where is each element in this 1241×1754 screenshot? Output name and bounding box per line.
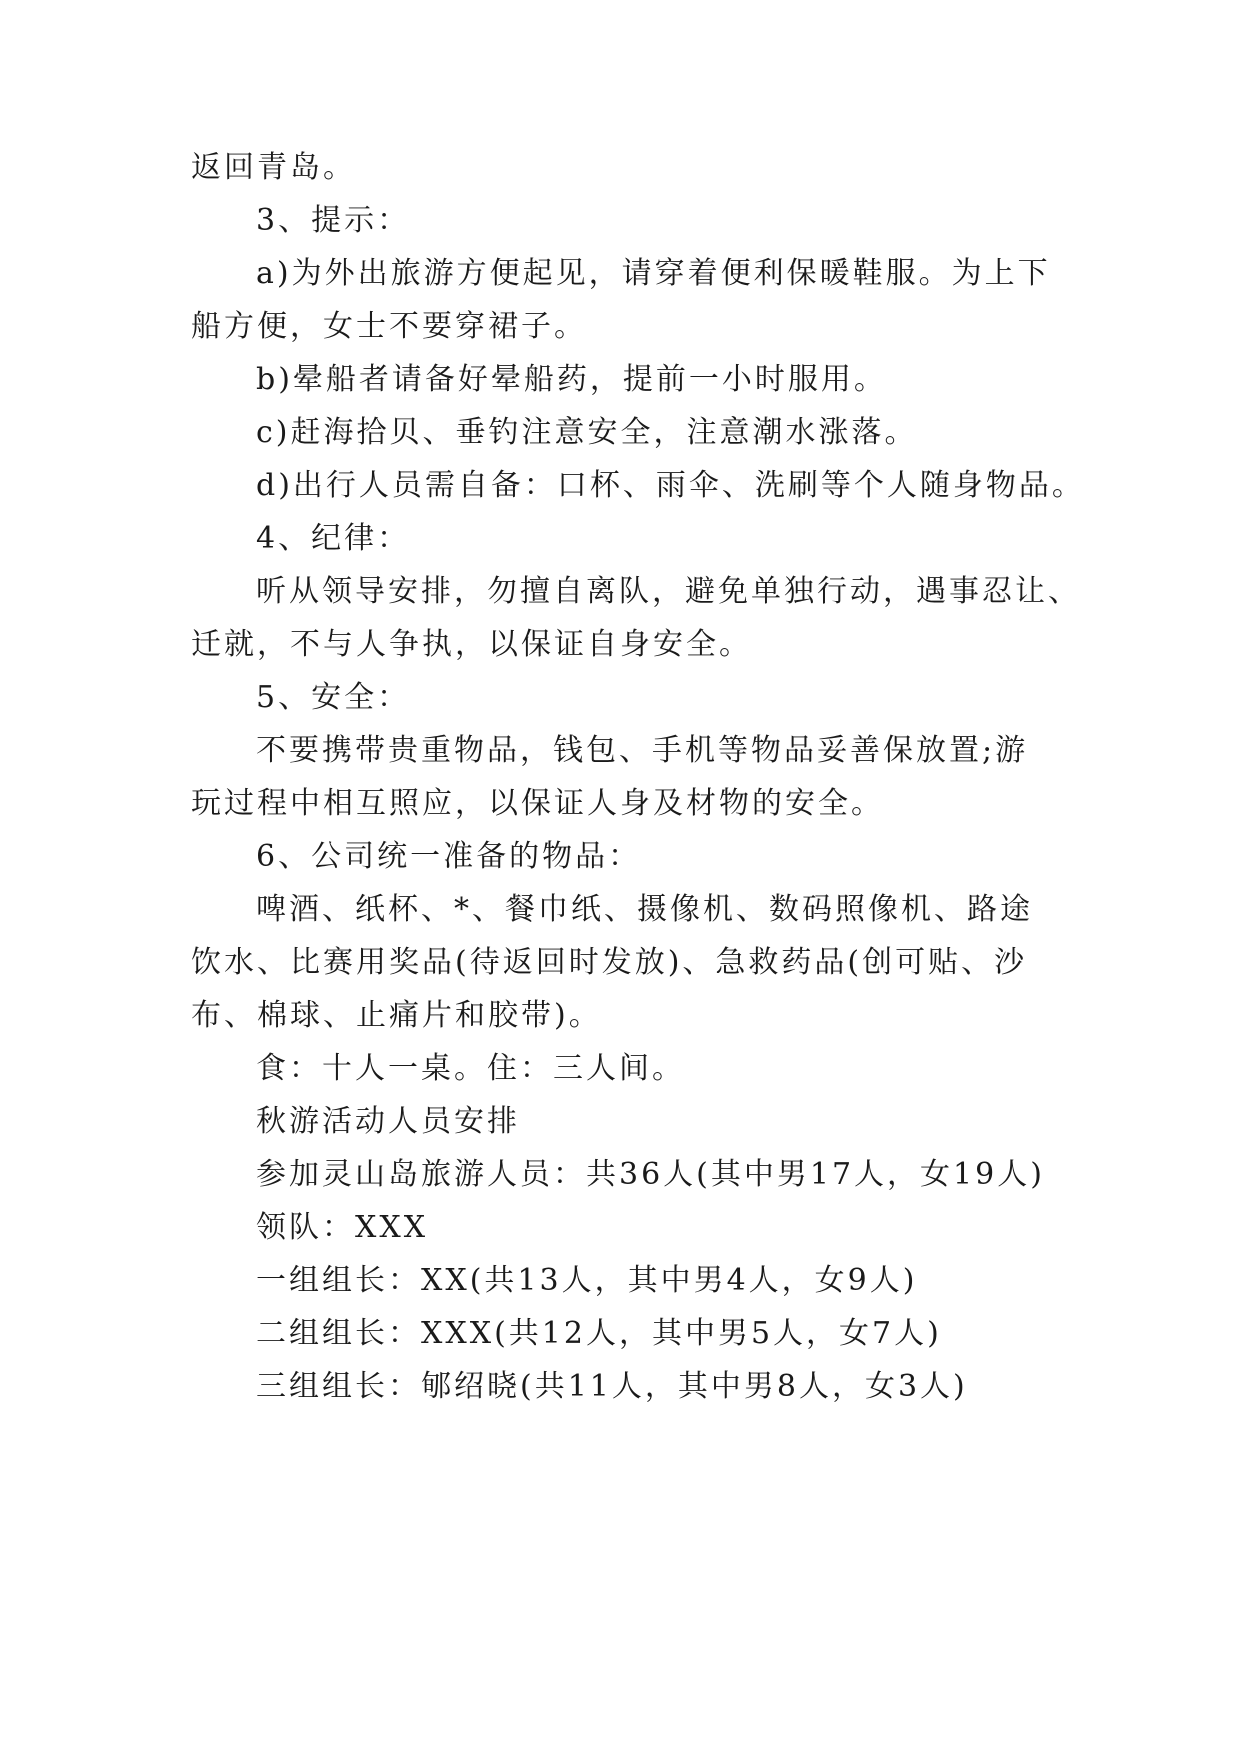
text-line: 布、棉球、止痛片和胶带)。 xyxy=(191,998,602,1033)
text-line: 领队：XXX xyxy=(256,1210,429,1245)
text-line: a)为外出旅游方便起见，请穿着便利保暖鞋服。为上下 xyxy=(256,256,1051,291)
text-line: 一组组长：XX(共13人，其中男4人，女9人) xyxy=(256,1263,918,1298)
text-line: 啤酒、纸杯、*、餐巾纸、摄像机、数码照像机、路途 xyxy=(256,892,1033,927)
text-line: 不要携带贵重物品，钱包、手机等物品妥善保放置;游 xyxy=(256,733,1029,768)
text-line: 迁就，不与人争执，以保证自身安全。 xyxy=(191,627,752,662)
text-line: b)晕船者请备好晕船药，提前一小时服用。 xyxy=(256,362,887,397)
text-line: 船方便，女士不要穿裙子。 xyxy=(191,309,587,344)
section-heading-tips: 3、提示： xyxy=(256,203,411,238)
text-line: 参加灵山岛旅游人员：共36人(其中男17人，女19人) xyxy=(256,1157,1045,1192)
text-line: c)赶海拾贝、垂钓注意安全，注意潮水涨落。 xyxy=(256,415,918,450)
section-heading-supplies: 6、公司统一准备的物品： xyxy=(256,839,642,874)
text-line: 二组组长：XXX(共12人，其中男5人，女7人) xyxy=(256,1316,942,1351)
section-heading-discipline: 4、纪律： xyxy=(256,521,411,556)
section-heading-safety: 5、安全： xyxy=(256,680,411,715)
text-line: 饮水、比赛用奖品(待返回时发放)、急救药品(创可贴、沙 xyxy=(191,945,1028,980)
text-line: 返回青岛。 xyxy=(191,150,356,185)
text-line: 听从领导安排，勿擅自离队，避免单独行动，遇事忍让、 xyxy=(256,574,1081,609)
text-line: d)出行人员需自备：口杯、雨伞、洗刷等个人随身物品。 xyxy=(256,468,1085,503)
text-line: 食：十人一桌。住：三人间。 xyxy=(256,1051,685,1086)
section-heading-staffing: 秋游活动人员安排 xyxy=(256,1104,520,1139)
text-line: 三组组长：郇绍晓(共11人，其中男8人，女3人) xyxy=(256,1369,968,1404)
text-line: 玩过程中相互照应，以保证人身及材物的安全。 xyxy=(191,786,884,821)
